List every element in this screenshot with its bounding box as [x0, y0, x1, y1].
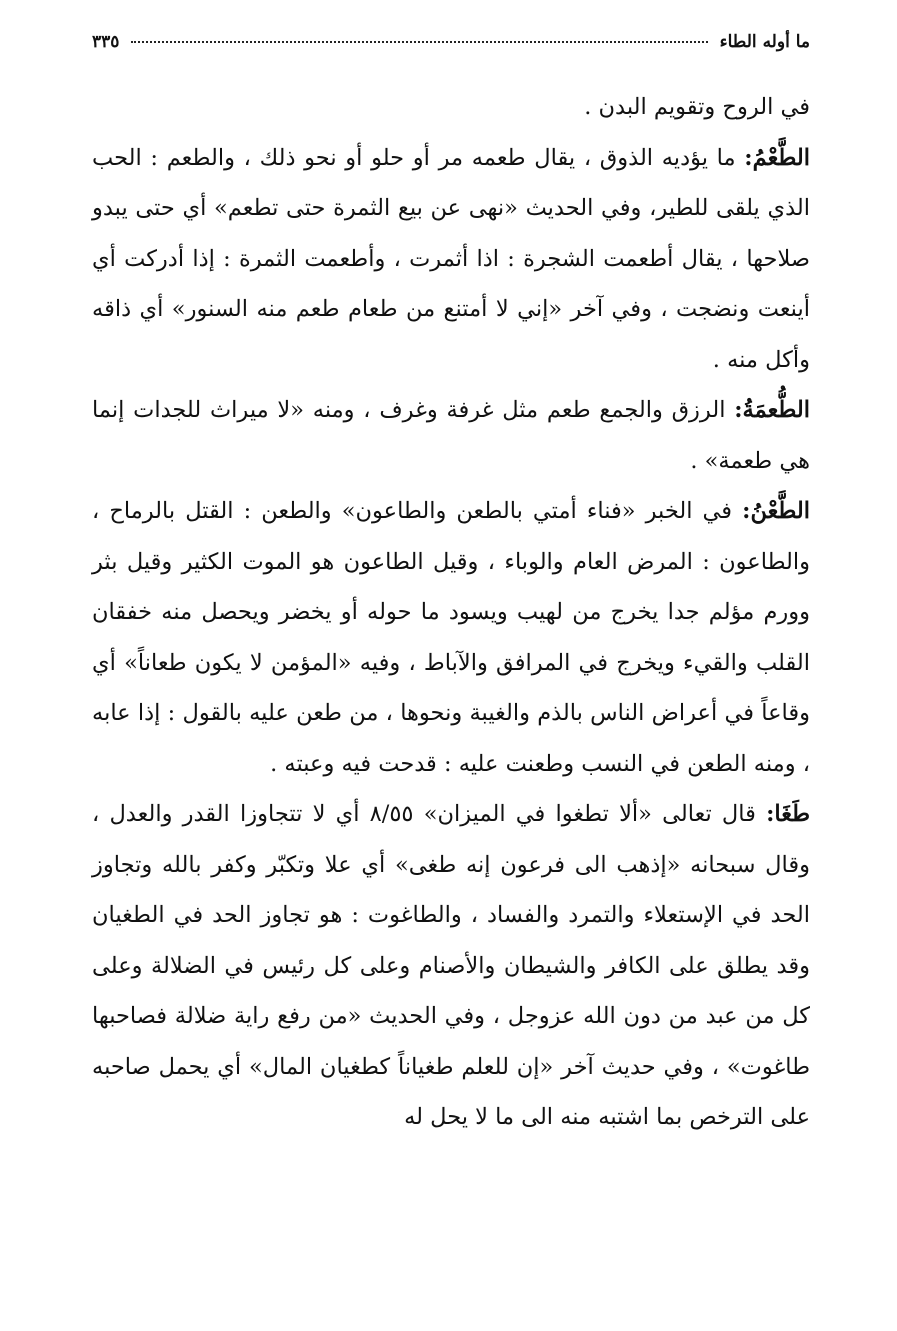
entry-definition: ما يؤديه الذوق ، يقال طعمه مر أو حلو أو نحو ذلك ، والطعم : الحب الذي يلقى للطير، وفي الحديث «نهى عن بيع الثمرة حتى تطعم» أي حتى يبدو صلاحها ، يقال أطعمت الشجرة : اذا أثمرت ، وأطعمت الثمرة : إذا أدركت أي أينعت ونضجت ، وفي آخر «إني لا أمتنع من طعام طعم منه السنور» أي ذاقه وأكل منه . — [92, 144, 810, 373]
book-page — [92, 32, 810, 1143]
entry-definition: في الخبر «فناء أمتي بالطعن والطاعون» والطعن : القتل بالرماح ، والطاعون : المرض العام والوباء ، وقيل الطاعون هو الموت الكثير وقيل بثر وورم مؤلم جدا يخرج من لهيب ويسود ما حوله أو يخضر ويحصل منه خفقان القلب والقيء ويخرج في المرافق والآباط ، وفيه «المؤمن لا يكون طعاناً» أي وقاعاً في أعراض الناس بالذم والغيبة ونحوها ، من طعن عليه بالقول : إذا عابه ، ومنه الطعن في النسب وطعنت عليه : قدحت فيه وعبته . — [92, 498, 810, 777]
running-title: ما أوله الطاء — [719, 32, 810, 52]
entry-paragraph — [92, 133, 810, 386]
entry-definition: الرزق والجمع طعم مثل غرفة وغرف ، ومنه «لا ميراث للجدات إنما هي طعمة» . — [92, 397, 810, 474]
entry-term: الطَّعْنُ: — [742, 498, 810, 524]
page-number: ٣٣٥ — [92, 32, 120, 52]
entry-term: الطَّعْمُ: — [744, 144, 810, 171]
entry-paragraph — [92, 789, 810, 1143]
page-header — [92, 32, 810, 72]
entry-term: الطُّعمَةُ: — [734, 397, 810, 423]
entry-term: طَغَا: — [766, 801, 810, 827]
entry-paragraph — [92, 486, 810, 789]
entry-definition: قال تعالى «ألا تطغوا في الميزان» ٨/٥٥ أي لا تتجاوزا القدر والعدل ، وقال سبحانه «إذهب الى فرعون إنه طغى» أي علا وتكبّر وكفر بالله وتجاوز الحد في الإستعلاء والتمرد والفساد ، والطاغوت : هو تجاوز الحد في الطغيان وقد يطلق على الكافر والشيطان والأصنام وعلى كل رئيس في الضلالة وعلى كل من عبد من دون الله عزوجل ، وفي الحديث «من رفع راية ضلالة فصاحبها طاغوت» ، وفي حديث آخر «إن للعلم طغياناً كطغيان المال» أي يحمل صاحبه على الترخص بما اشتبه منه الى ما لا يحل له — [92, 801, 810, 1130]
header-dot-leader — [131, 29, 707, 43]
paragraph-continuation: في الروح وتقويم البدن . — [584, 94, 810, 120]
entry-paragraph — [92, 385, 810, 486]
page-body — [92, 82, 810, 1143]
